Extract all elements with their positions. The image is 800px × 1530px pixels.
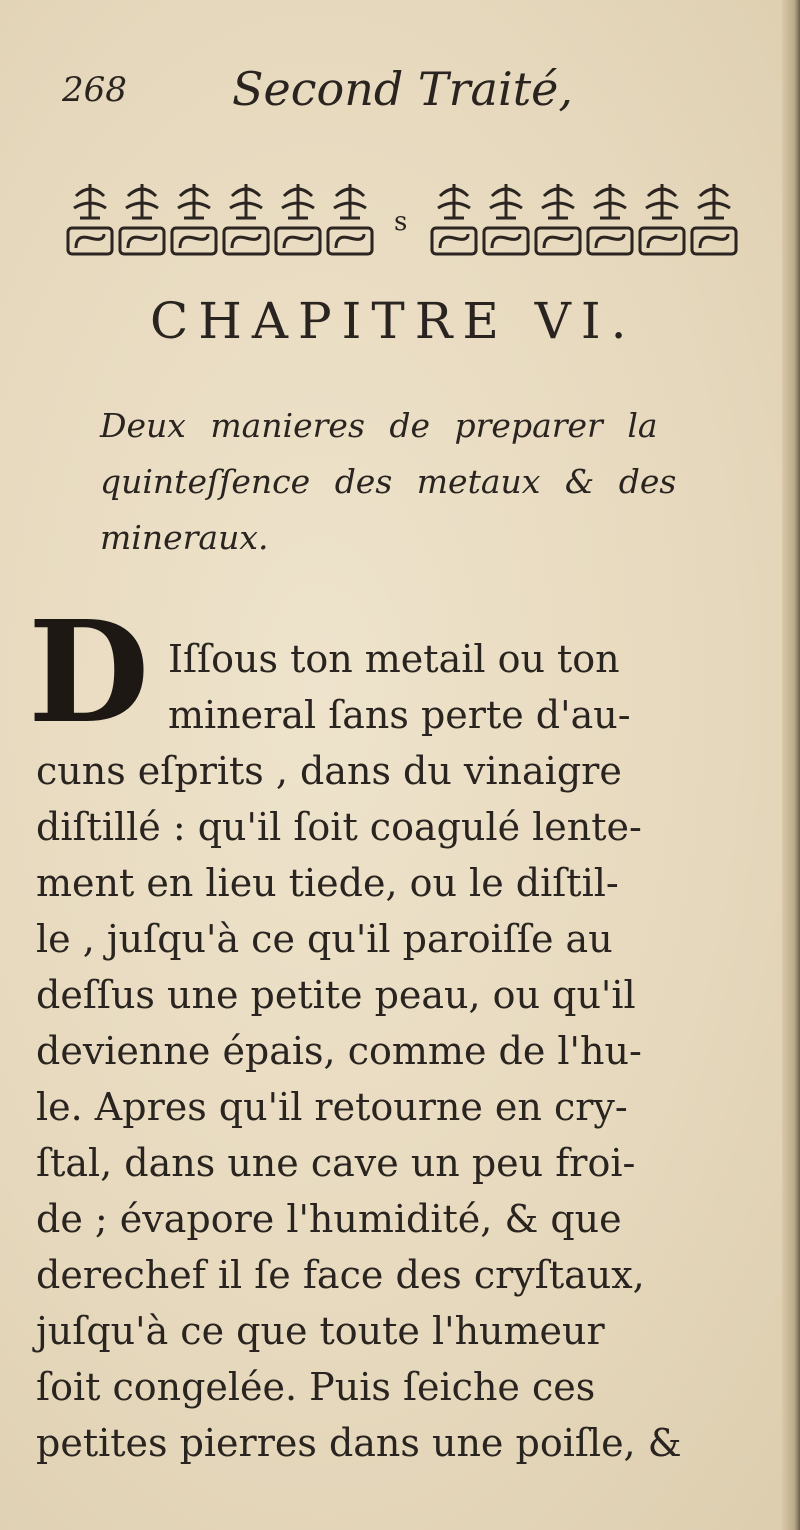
scroll-curl-ornament	[128, 234, 156, 248]
ornament-mark: s	[394, 207, 408, 237]
scroll-ornament	[588, 228, 632, 254]
fleuron-ornament	[126, 184, 158, 218]
scroll-ornament	[68, 228, 112, 254]
fleuron-ornament	[334, 184, 366, 218]
drop-cap: D	[28, 591, 150, 755]
summary-line: Deux manieres de preparer la	[100, 406, 658, 445]
body-line: le , juſqu'à ce qu'il paroiſſe au	[36, 917, 613, 961]
scroll-ornament	[536, 228, 580, 254]
body-line: mineral ſans perte d'au-	[168, 693, 631, 737]
scroll-curl-ornament	[700, 234, 728, 248]
body-line: ſtal, dans une cave un peu froi-	[36, 1141, 636, 1185]
scroll-curl-ornament	[336, 234, 364, 248]
scroll-ornament	[484, 228, 528, 254]
scroll-curl-ornament	[544, 234, 572, 248]
fleuron-ornament	[74, 184, 106, 218]
chapter-summary	[100, 398, 740, 566]
scroll-curl-ornament	[76, 234, 104, 248]
scroll-curl-ornament	[492, 234, 520, 248]
page-number: 268	[62, 70, 127, 110]
scroll-ornament	[120, 228, 164, 254]
scroll-curl-ornament	[440, 234, 468, 248]
scroll-ornament	[432, 228, 476, 254]
printers-flower-band	[60, 178, 740, 262]
scroll-curl-ornament	[284, 234, 312, 248]
fleuron-ornament	[438, 184, 470, 218]
fleuron-ornament	[646, 184, 678, 218]
body-line: deſſus une petite peau, ou qu'il	[36, 973, 636, 1017]
body-line: ſoit congelée. Puis ſeiche ces	[36, 1365, 596, 1409]
scroll-ornament	[172, 228, 216, 254]
fleuron-ornament	[282, 184, 314, 218]
fleuron-ornament	[230, 184, 262, 218]
summary-line: mineraux.	[100, 518, 269, 557]
chapter-heading: CHAPITRE VI.	[150, 292, 637, 350]
body-line: juſqu'à ce que toute l'humeur	[36, 1309, 605, 1353]
fleuron-ornament	[490, 184, 522, 218]
running-head	[62, 62, 662, 122]
scroll-curl-ornament	[232, 234, 260, 248]
page-edge	[782, 0, 800, 1530]
body-line: Iſſous ton metail ou ton	[168, 637, 620, 681]
body-line: petites pierres dans une poiſle, &	[36, 1421, 682, 1465]
body-line: ment en lieu tiede, ou le diſtil-	[36, 861, 619, 905]
scroll-ornament	[276, 228, 320, 254]
scroll-curl-ornament	[648, 234, 676, 248]
fleuron-ornament	[594, 184, 626, 218]
body-line: cuns eſprits , dans du vinaigre	[36, 749, 622, 793]
scroll-curl-ornament	[180, 234, 208, 248]
running-title: Second Traité,	[232, 62, 574, 116]
fleuron-ornament	[698, 184, 730, 218]
scroll-ornament	[328, 228, 372, 254]
scroll-ornament	[224, 228, 268, 254]
body-line: diſtillé : qu'il ſoit coagulé lente-	[36, 805, 642, 849]
summary-line: quinteſſence des metaux & des	[100, 462, 677, 501]
body-line: derechef il ſe face des cryſtaux,	[36, 1253, 645, 1297]
fleuron-ornament	[542, 184, 574, 218]
scroll-curl-ornament	[596, 234, 624, 248]
fleuron-ornament	[178, 184, 210, 218]
body-line: de ; évapore l'humidité, & que	[36, 1197, 622, 1241]
scroll-ornament	[692, 228, 736, 254]
scroll-ornament	[640, 228, 684, 254]
body-line: devienne épais, comme de l'hu-	[36, 1029, 642, 1073]
body-line: le. Apres qu'il retourne en cry-	[36, 1085, 628, 1129]
